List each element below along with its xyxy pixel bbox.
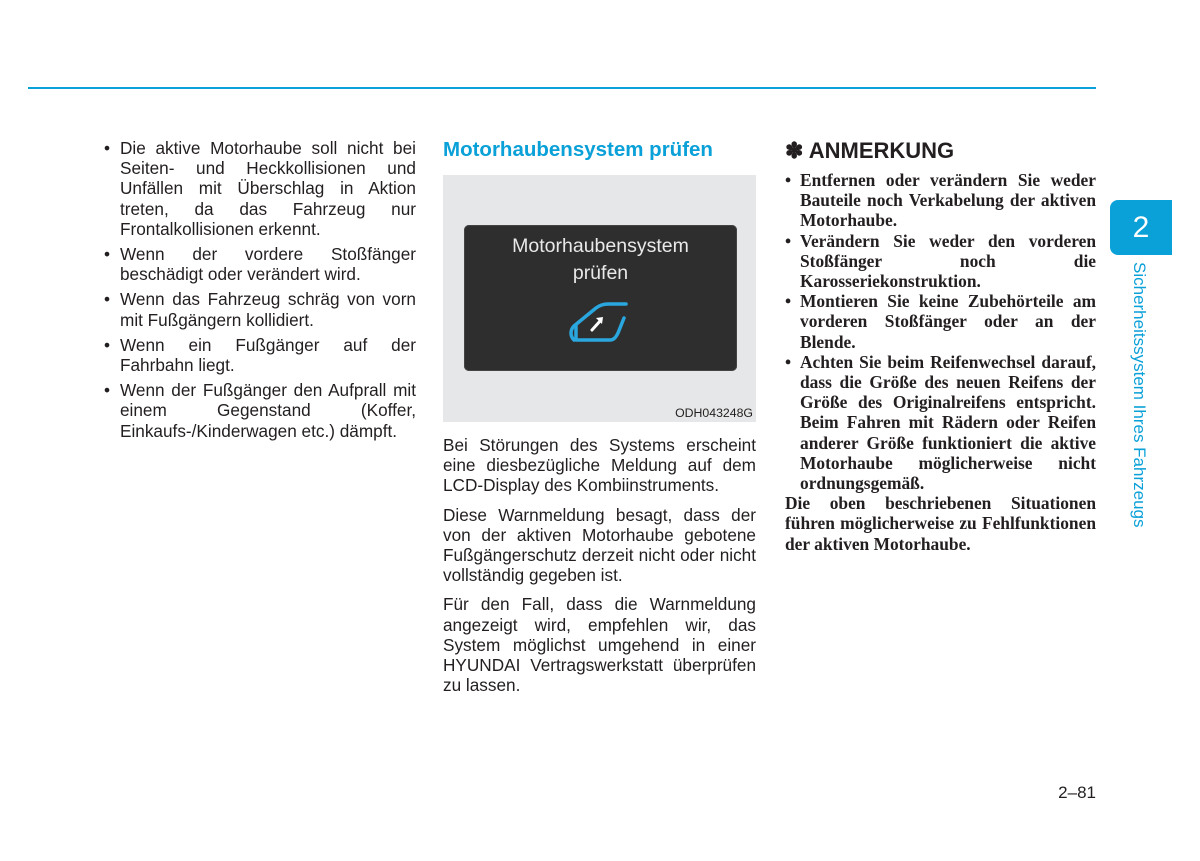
header-rule: [28, 87, 1096, 89]
lcd-message: [464, 233, 737, 287]
middle-column: [443, 138, 756, 695]
list-item: • Wenn der vordere Stoßfänger beschädigt oder verändert wird.: [103, 244, 416, 284]
paragraph: Bei Störungen des Systems erscheint eine diesbezügliche Meldung auf dem LCD-Display des Kombiinstruments.: [443, 435, 756, 496]
hood-warning-icon: [566, 296, 638, 346]
list-item: • Montieren Sie keine Zubehörteile am vorderen Stoßfänger oder an der Blende.: [785, 291, 1096, 352]
lcd-display: [464, 225, 737, 371]
list-item: • Verändern Sie weder den vorderen Stoßfänger noch die Karosseriekonstruktion.: [785, 231, 1096, 292]
section-title: Motorhaubensystem prüfen: [443, 138, 713, 161]
list-item: • Achten Sie beim Reifenwechsel darauf, dass die Größe des neuen Reifens der Größe des Originalreifens entspricht. Beim Fahren mit Rädern oder Reifen anderer Größe funktioniert die aktive Motorhaube möglicherweise nicht ordnungsgemäß.: [785, 352, 1096, 493]
chapter-number-tab: 2: [1110, 200, 1172, 255]
note-list: [785, 170, 1096, 493]
list-item: • Wenn der Fußgänger den Aufprall mit einem Gegenstand (Koffer, Einkaufs-/Kinderwagen etc.) dämpft.: [103, 380, 416, 441]
lcd-message-line1: Motorhaubensystem: [512, 235, 689, 257]
note-heading: ✽ ANMERKUNG: [785, 138, 955, 163]
left-column: [103, 138, 416, 446]
paragraph: Für den Fall, dass die Warnmeldung angezeigt wird, empfehlen wir, das System möglichst umgehend in einer HYUNDAI Vertragswerkstatt überprüfen zu lassen.: [443, 594, 756, 696]
list-item: • Wenn das Fahrzeug schräg von vorn mit Fußgängern kollidiert.: [103, 289, 416, 329]
right-column: [785, 138, 1096, 554]
note-closing: Die oben beschriebenen Situationen führen möglicherweise zu Fehlfunktionen der aktiven Motorhaube.: [785, 493, 1096, 554]
cluster-display-figure: [443, 175, 756, 422]
lcd-message-line2: prüfen: [572, 262, 629, 284]
page-number: 2–81: [1058, 783, 1096, 802]
chapter-title: Sicherheitssystem Ihres Fahrzeugs: [1130, 262, 1149, 528]
paragraph: Diese Warnmeldung besagt, dass der von der aktiven Motorhaube gebotene Fußgängerschutz derzeit nicht oder nicht vollständig gegeben ist.: [443, 504, 756, 586]
situation-list: [103, 138, 416, 441]
figure-caption: ODH043248G: [675, 406, 753, 420]
list-item: • Wenn ein Fußgänger auf der Fahrbahn liegt.: [103, 335, 416, 375]
list-item: • Die aktive Motorhaube soll nicht bei Seiten- und Heckkollisionen und Unfällen mit Überschlag in Aktion treten, da das Fahrzeug nur Frontalkollisionen erkennt.: [103, 138, 416, 239]
list-item: • Entfernen oder verändern Sie weder Bauteile noch Verkabelung der aktiven Motorhaube.: [785, 170, 1096, 231]
